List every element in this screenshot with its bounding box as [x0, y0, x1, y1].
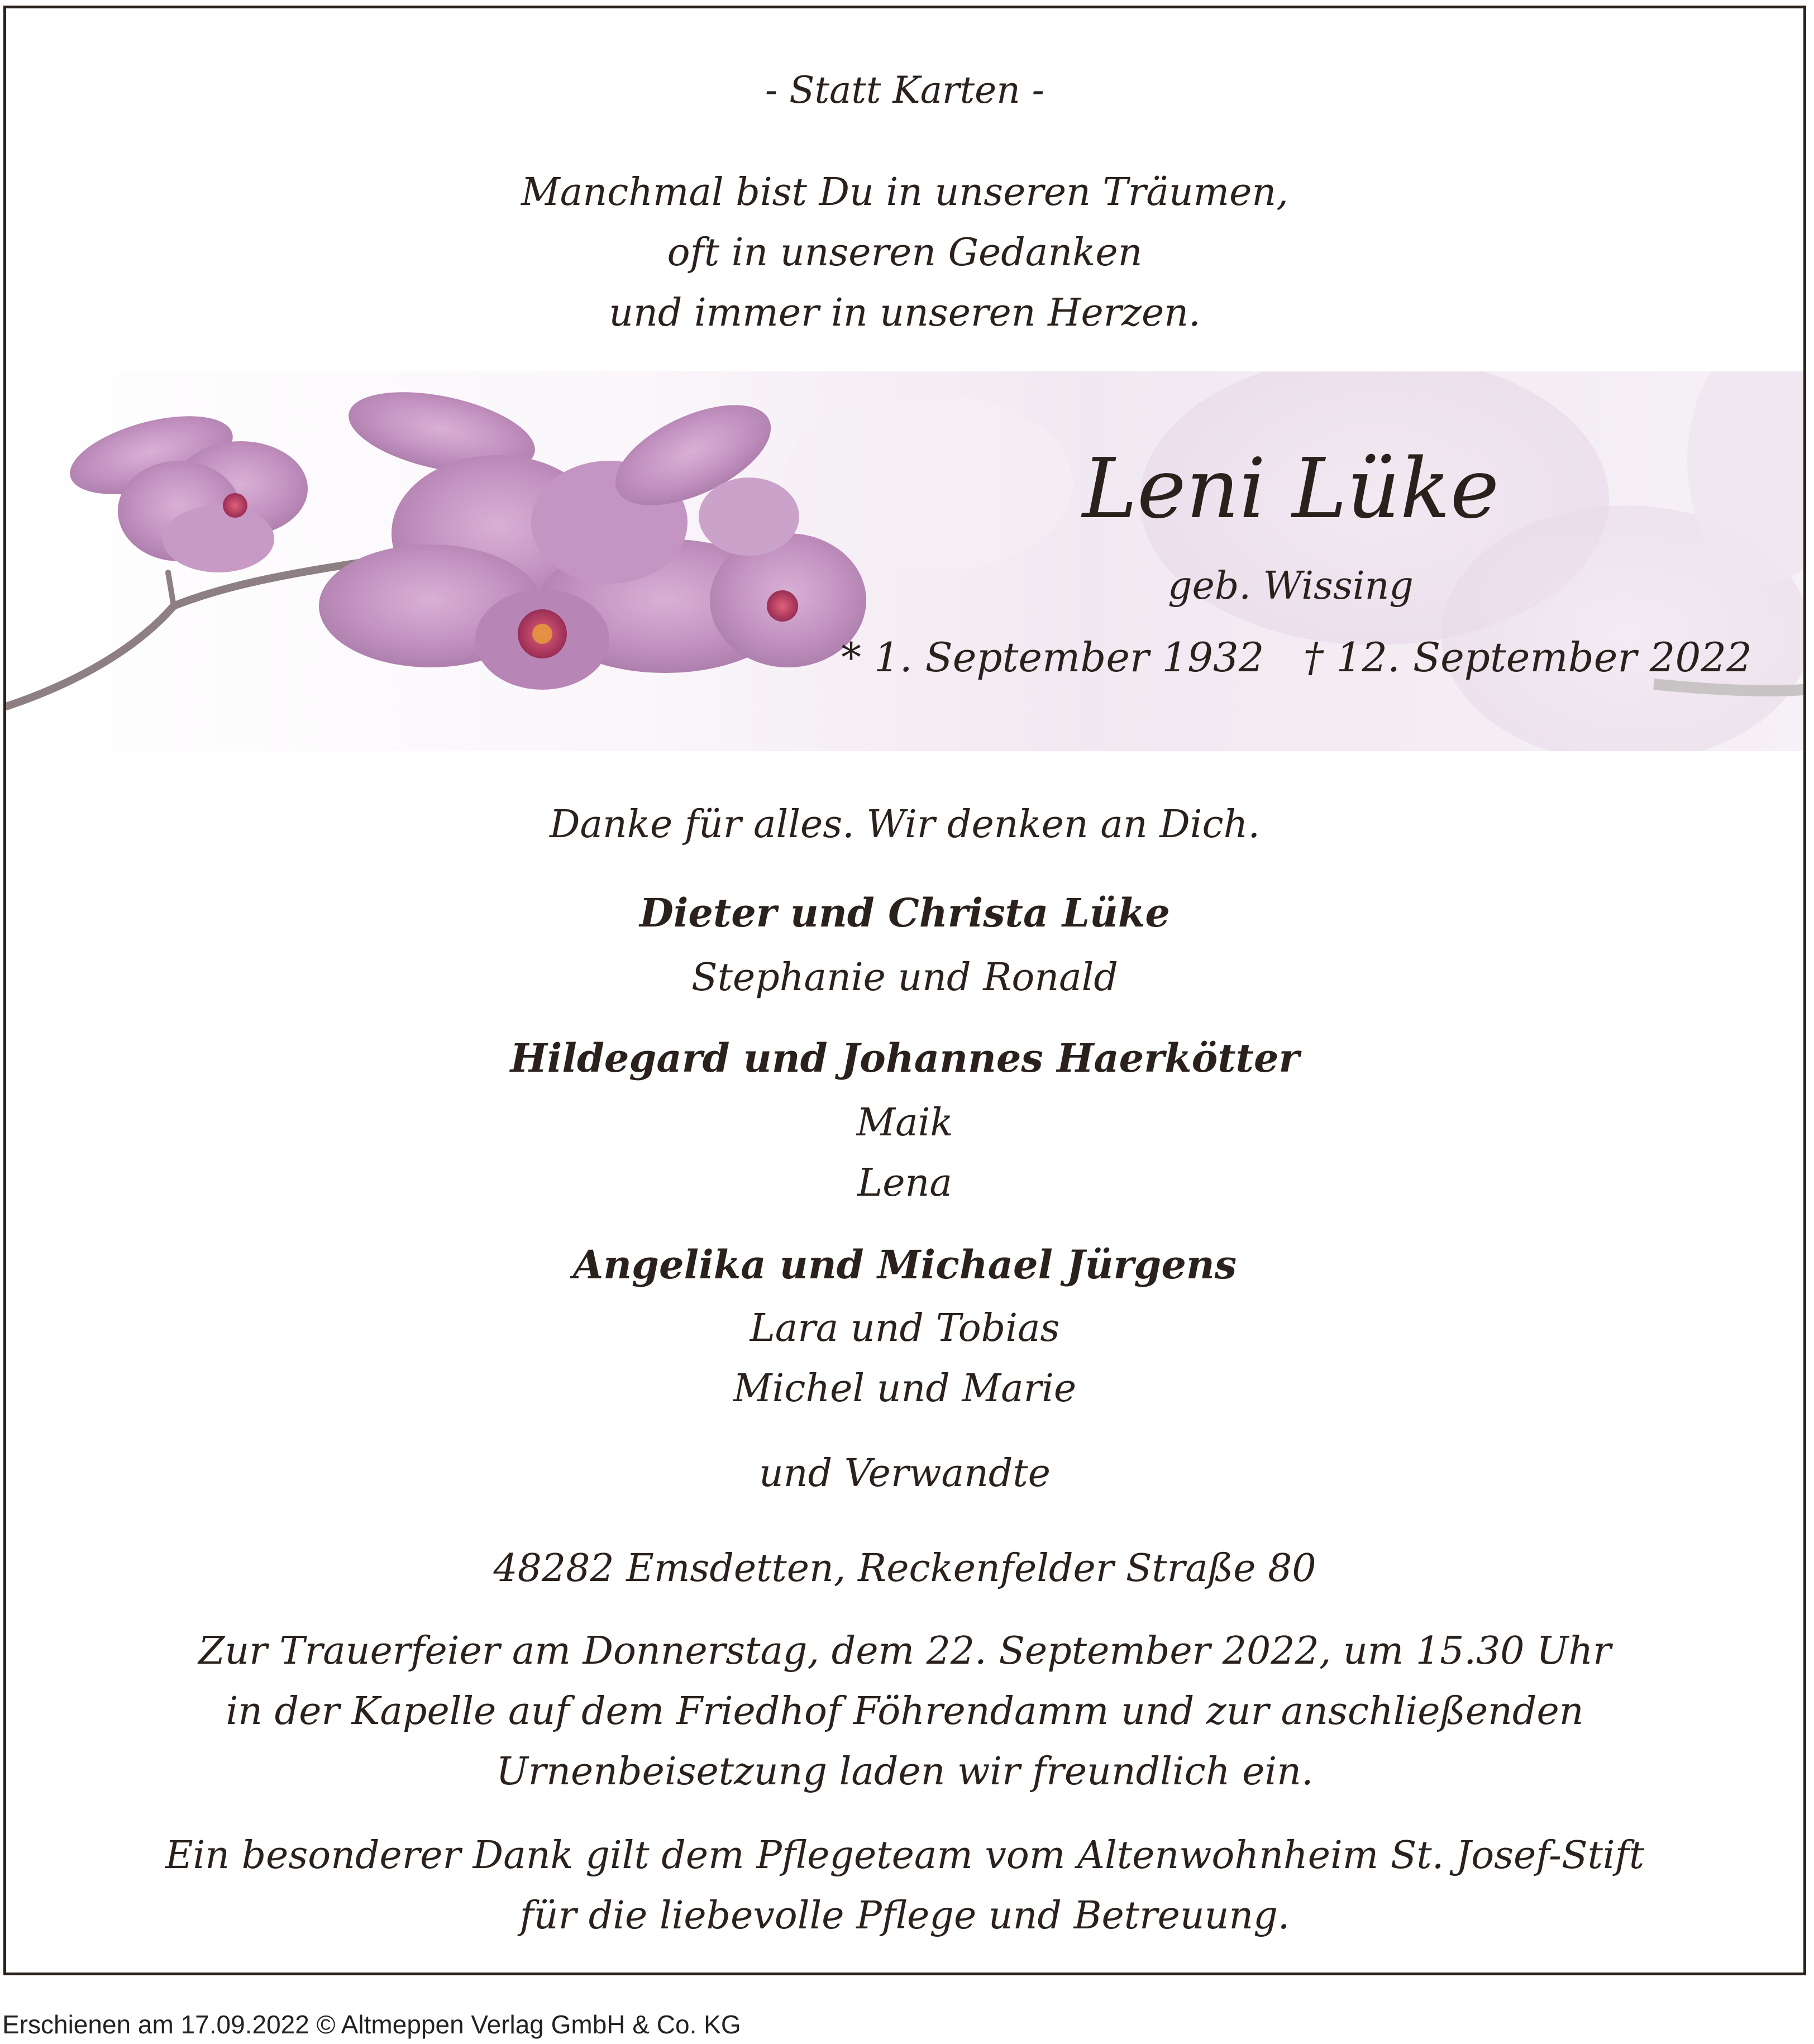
- ceremony-line-1: Zur Trauerfeier am Donnerstag, dem 22. September 2022, um 15.30 Uhr: [198, 1629, 1611, 1673]
- maiden-name: geb. Wissing: [1168, 564, 1414, 608]
- publication-footer: Erschienen am 17.09.2022 © Altmeppen Verlag GmbH & Co. KG: [2, 2010, 741, 2039]
- orchid-banner: [6, 371, 1803, 751]
- poem-line-2: oft in unseren Gedanken: [667, 231, 1143, 275]
- mourner-children-1a: Stephanie und Ronald: [691, 956, 1118, 1000]
- obituary-notice: [3, 6, 1806, 1975]
- mourner-children-3b: Michel und Marie: [733, 1367, 1077, 1411]
- special-thanks-line-2: für die liebevolle Pflege und Betreuung.: [519, 1894, 1290, 1938]
- mourner-children-2b: Lena: [857, 1161, 952, 1205]
- mourner-children-2a: Maik: [856, 1101, 953, 1145]
- poem-line-3: und immer in unseren Herzen.: [609, 291, 1201, 335]
- mourner-name-3: Angelika und Michael Jürgens: [572, 1241, 1237, 1288]
- mourner-name-2: Hildegard und Johannes Haerkötter: [510, 1035, 1300, 1081]
- ceremony-line-2: in der Kapelle auf dem Friedhof Föhrendamm und zur anschließenden: [226, 1689, 1584, 1733]
- mourner-children-3a: Lara und Tobias: [750, 1306, 1060, 1350]
- address-line: 48282 Emsdetten, Reckenfelder Straße 80: [493, 1546, 1316, 1591]
- mourner-name-1: Dieter und Christa Lüke: [639, 890, 1170, 936]
- poem-line-1: Manchmal bist Du in unseren Träumen,: [521, 170, 1288, 214]
- ceremony-line-3: Urnenbeisetzung laden wir freundlich ein.: [496, 1750, 1314, 1794]
- relatives-line: und Verwandte: [759, 1451, 1051, 1496]
- death-date: † 12. September 2022: [1303, 634, 1752, 681]
- special-thanks-line-1: Ein besonderer Dank gilt dem Pflegeteam vom Altenwohnheim St. Josef-Stift: [165, 1833, 1645, 1878]
- life-dates: [841, 634, 1752, 681]
- deceased-name: Leni Lüke: [1082, 441, 1500, 537]
- birth-date: * 1. September 1932: [841, 634, 1264, 681]
- statt-karten-note: - Statt Karten -: [765, 69, 1044, 112]
- thanks-line: Danke für alles. Wir denken an Dich.: [549, 803, 1261, 847]
- orchid-image: [6, 371, 1803, 751]
